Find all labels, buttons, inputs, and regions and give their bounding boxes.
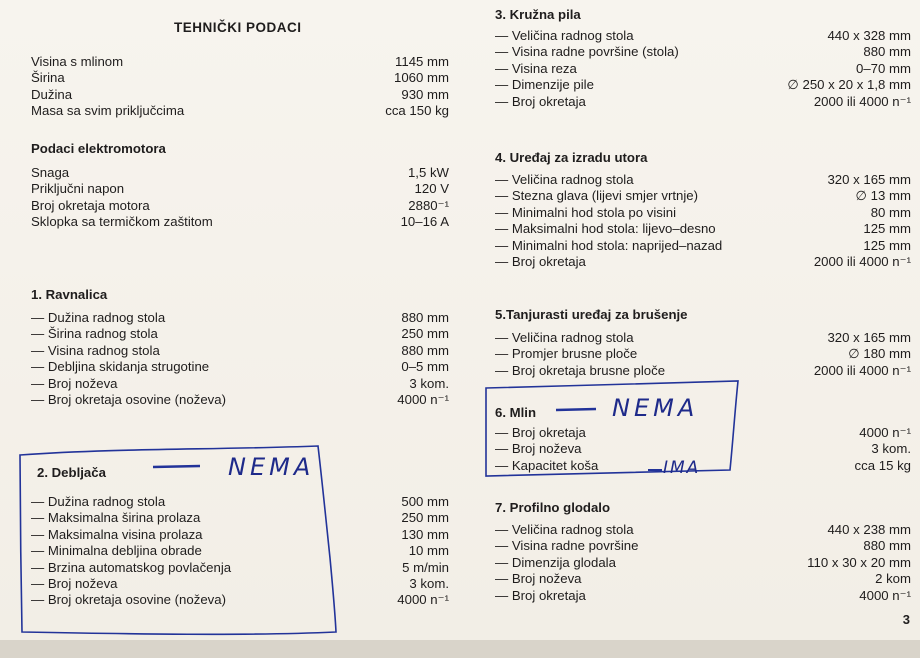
spec-row (31, 70, 449, 86)
note-ima-glodalo: IMA (663, 458, 701, 478)
spec-row (31, 181, 449, 197)
spec-row (31, 592, 449, 608)
spec-label: — Broj okretaja (495, 253, 586, 269)
spec-row (495, 330, 911, 346)
spec-value: 4000 n⁻¹ (397, 391, 449, 407)
ravnalica-specs (31, 310, 449, 408)
utor-specs (495, 172, 911, 270)
spec-label: — Dimenzija glodala (495, 554, 616, 570)
spec-label: — Broj noževa (31, 575, 118, 591)
spec-label: Visina s mlinom (31, 54, 124, 69)
spec-label: — Brzina automatskog povlačenja (31, 559, 232, 575)
mlin-heading: 6. Mlin (495, 405, 537, 420)
spec-label: — Minimalni hod stola: naprijed–nazad (495, 237, 723, 253)
note-nema-mlin: NEMA (612, 394, 699, 422)
spec-value: ∅ 180 mm (848, 346, 911, 362)
spec-value: cca 150 kg (385, 103, 449, 119)
spec-value: 3 kom. (871, 441, 911, 457)
spec-label: — Visina radnog stola (31, 342, 160, 358)
spec-row (495, 363, 911, 379)
spec-label: — Promjer brusne ploče (495, 346, 638, 362)
spec-row (495, 28, 911, 44)
spec-value: 2000 ili 4000 n⁻¹ (813, 93, 911, 109)
spec-row (31, 392, 449, 408)
spec-row (495, 172, 911, 188)
spec-label: — Visina radne površine (stola) (495, 44, 679, 60)
spec-label: — Broj okretaja brusne ploče (495, 362, 666, 378)
spec-value: 4000 n⁻¹ (859, 425, 911, 440)
spec-row (31, 376, 449, 392)
spec-value: 1145 mm (395, 54, 449, 69)
spec-row (495, 254, 911, 270)
spec-label: — Maksimalna visina prolaza (31, 526, 203, 542)
spec-value: ∅ 13 mm (855, 188, 911, 204)
spec-value: 3 kom. (409, 575, 449, 591)
spec-value: 1060 mm (394, 70, 449, 86)
page-bottom-edge (0, 640, 920, 658)
spec-label: — Veličina radnog stola (495, 28, 634, 43)
pila-specs (495, 28, 911, 110)
general-specs (31, 54, 449, 120)
spec-value: 440 x 328 mm (827, 28, 911, 43)
page-number: 3 (902, 612, 910, 627)
spec-value: 0–70 mm (856, 60, 911, 76)
spec-row (495, 205, 911, 221)
spec-row (495, 44, 911, 60)
spec-label: — Širina radnog stola (31, 326, 158, 342)
spec-label: Dužina (31, 86, 73, 102)
spec-value: 1,5 kW (407, 165, 449, 180)
spec-row (495, 188, 911, 204)
spec-value: ∅ 250 x 20 x 1,8 mm (787, 77, 911, 93)
spec-label: Širina (31, 70, 65, 86)
spec-row (31, 510, 449, 526)
spec-row (495, 555, 911, 571)
spec-row (31, 326, 449, 342)
spec-value: 880 mm (863, 538, 911, 554)
utor-heading: 4. Uređaj za izradu utora (495, 150, 648, 165)
spec-value: 2 kom (875, 571, 911, 587)
spec-row (495, 538, 911, 554)
spec-row (31, 359, 449, 375)
spec-row (31, 576, 449, 592)
spec-row (31, 527, 449, 543)
spec-value: 440 x 238 mm (827, 522, 911, 537)
motor-heading: Podaci elektromotora (31, 141, 166, 156)
spec-value: 880 mm (401, 342, 449, 358)
spec-row (495, 221, 911, 237)
spec-value: 130 mm (401, 526, 449, 542)
spec-row (31, 198, 449, 214)
spec-value: 320 x 165 mm (827, 330, 911, 345)
spec-value: 250 mm (401, 510, 449, 526)
spec-row (31, 165, 449, 181)
spec-label: — Minimalni hod stola po visini (495, 204, 677, 220)
spec-value: cca 15 kg (854, 457, 911, 473)
spec-row (31, 543, 449, 559)
spec-label: Sklopka sa termičkom zaštitom (31, 214, 213, 230)
spec-label: Masa sa svim priključcima (31, 103, 185, 119)
spec-value: 930 mm (401, 86, 449, 102)
spec-label: — Kapacitet koša (495, 457, 599, 473)
spec-label: — Broj noževa (495, 441, 582, 457)
spec-row (495, 458, 911, 474)
spec-label: — Minimalna debljina obrade (31, 543, 202, 559)
spec-value: 500 mm (401, 494, 449, 509)
spec-value: 125 mm (863, 237, 911, 253)
spec-label: Broj okretaja motora (31, 197, 150, 213)
pila-heading: 3. Kružna pila (495, 7, 581, 22)
spec-value: 2880⁻¹ (408, 197, 449, 213)
spec-value: 250 mm (401, 326, 449, 342)
spec-label: — Veličina radnog stola (495, 172, 634, 187)
spec-value: 10 mm (408, 543, 449, 559)
mlin-specs (495, 425, 911, 474)
spec-row (495, 588, 911, 604)
glodalo-heading: 7. Profilno glodalo (495, 500, 611, 515)
spec-row (31, 343, 449, 359)
spec-row (495, 346, 911, 362)
spec-value: 5 m/min (402, 559, 449, 575)
spec-value: 120 V (414, 181, 449, 197)
spec-row (495, 522, 911, 538)
spec-value: 880 mm (401, 310, 449, 325)
spec-label: — Broj okretaja (495, 425, 586, 440)
spec-label: — Broj noževa (495, 571, 582, 587)
spec-label: — Visina radne površine (495, 538, 639, 554)
spec-value: 0–5 mm (401, 359, 449, 375)
note-nema-debljaca: NEMA (228, 453, 315, 481)
spec-row (495, 61, 911, 77)
debljaca-heading: 2. Debljača (37, 465, 106, 480)
spec-row (31, 214, 449, 230)
spec-row (31, 310, 449, 326)
spec-label: — Visina reza (495, 60, 577, 76)
spec-value: 80 mm (870, 204, 911, 220)
spec-label: — Debljina skidanja strugotine (31, 359, 210, 375)
spec-value: 880 mm (863, 44, 911, 60)
spec-row (495, 238, 911, 254)
spec-row (31, 54, 449, 70)
spec-row (495, 77, 911, 93)
spec-value: 2000 ili 4000 n⁻¹ (813, 362, 911, 378)
spec-label: — Dužina radnog stola (31, 310, 166, 325)
spec-label: — Veličina radnog stola (495, 330, 634, 345)
glodalo-specs (495, 522, 911, 604)
spec-row (31, 560, 449, 576)
page-title: TEHNIČKI PODACI (174, 20, 302, 35)
spec-label: Snaga (31, 165, 70, 180)
spec-row (31, 494, 449, 510)
ravnalica-heading: 1. Ravnalica (31, 287, 108, 302)
spec-label: — Maksimalna širina prolaza (31, 510, 201, 526)
spec-row (31, 103, 449, 119)
spec-row (495, 571, 911, 587)
spec-label: — Broj noževa (31, 375, 118, 391)
spec-value: 10–16 A (400, 214, 449, 230)
spec-label: — Veličina radnog stola (495, 522, 634, 537)
motor-specs (31, 165, 449, 231)
spec-value: 2000 ili 4000 n⁻¹ (813, 253, 911, 269)
spec-label: — Broj okretaja (495, 93, 586, 109)
spec-row (31, 87, 449, 103)
spec-row (495, 425, 911, 441)
spec-row (495, 94, 911, 110)
spec-label: — Stezna glava (lijevi smjer vrtnje) (495, 188, 699, 204)
tanjur-specs (495, 330, 911, 379)
spec-label: — Broj okretaja (495, 587, 586, 603)
spec-value: 320 x 165 mm (827, 172, 911, 187)
spec-label: — Dimenzije pile (495, 77, 594, 93)
spec-row (495, 441, 911, 457)
spec-value: 110 x 30 x 20 mm (807, 554, 911, 570)
debljaca-specs (31, 494, 449, 609)
spec-label: — Dužina radnog stola (31, 494, 166, 509)
spec-value: 3 kom. (409, 375, 449, 391)
spec-value: 4000 n⁻¹ (397, 592, 449, 608)
spec-label: Priključni napon (31, 181, 125, 197)
spec-label: — Broj okretaja osovine (noževa) (31, 391, 226, 407)
spec-value: 125 mm (863, 221, 911, 237)
tanjur-heading: 5.Tanjurasti uređaj za brušenje (495, 307, 688, 322)
spec-label: — Broj okretaja osovine (noževa) (31, 592, 226, 608)
spec-label: — Maksimalni hod stola: lijevo–desno (495, 221, 716, 237)
spec-value: 4000 n⁻¹ (859, 587, 911, 603)
